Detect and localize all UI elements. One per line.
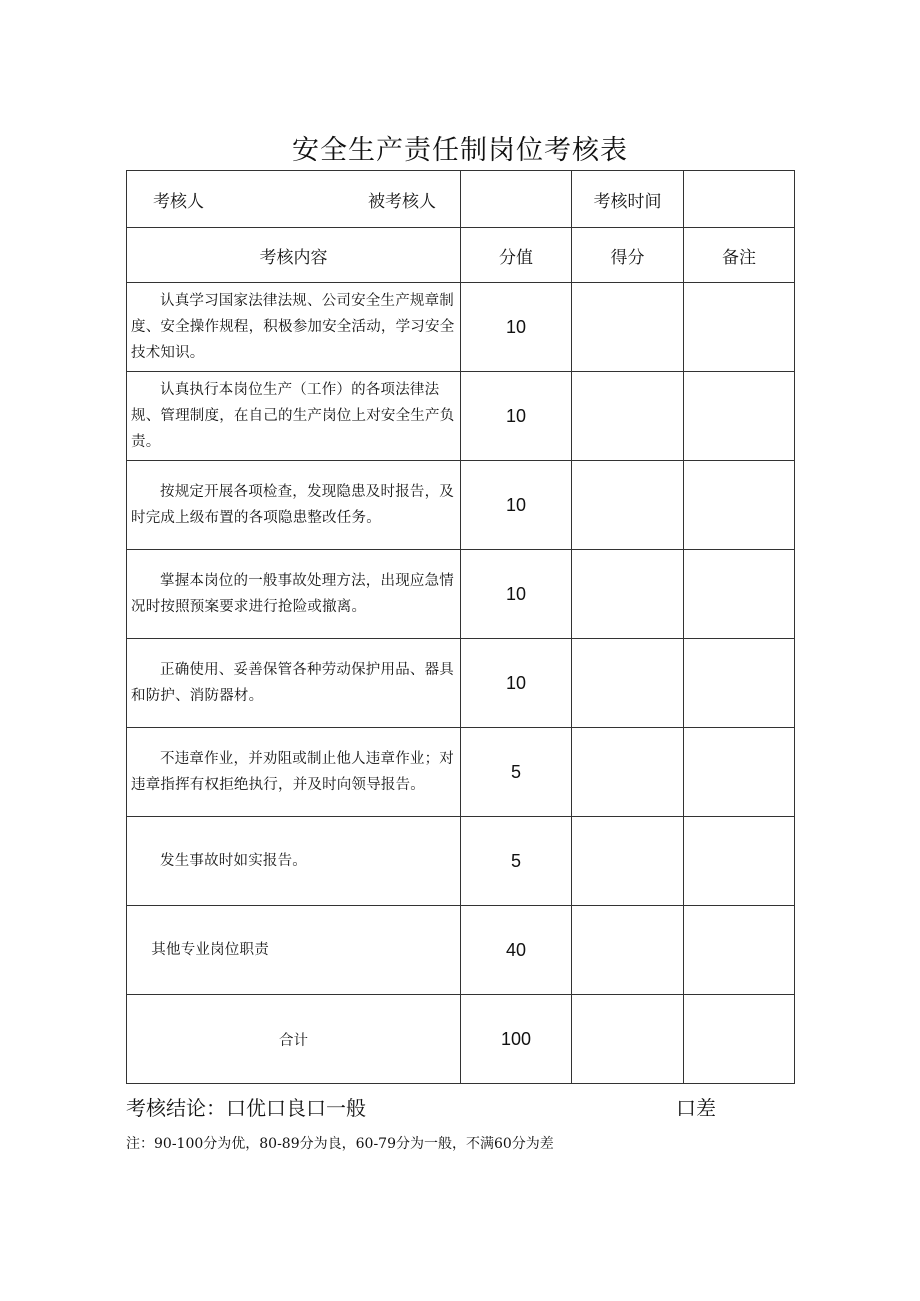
item-obtained-cell[interactable]: [572, 461, 684, 550]
table-row: [127, 817, 795, 906]
item-content: 正确使用、妥善保管各种劳动保护用品、器具和防护、消防器材。: [131, 662, 454, 704]
item-content: 不违章作业，并劝阻或制止他人违章作业；对违章指挥有权拒绝执行，并及时向领导报告。: [131, 751, 454, 793]
time-value-cell[interactable]: [684, 171, 795, 228]
item-obtained-cell[interactable]: [572, 550, 684, 639]
total-obtained-cell[interactable]: [572, 995, 684, 1084]
col-remark: 备注: [684, 228, 795, 283]
item-content-cell: [127, 461, 461, 550]
total-label: 合计: [127, 995, 461, 1084]
item-remark-cell[interactable]: [684, 639, 795, 728]
total-remark-cell[interactable]: [684, 995, 795, 1084]
assessor-cell: [127, 171, 461, 228]
item-obtained-cell[interactable]: [572, 283, 684, 372]
item-score: 10: [461, 461, 572, 550]
table-row: [127, 906, 795, 995]
item-score: 10: [461, 550, 572, 639]
item-content-cell: [127, 906, 461, 995]
assessee-label: 被考核人: [368, 191, 436, 212]
item-content-cell: [127, 728, 461, 817]
table-row: [127, 639, 795, 728]
table-row: [127, 550, 795, 639]
item-content: 其他专业岗位职责: [151, 942, 269, 958]
item-content-cell: [127, 639, 461, 728]
header-row: [127, 171, 795, 228]
item-content: 认真执行本岗位生产（工作）的各项法律法规、管理制度，在自己的生产岗位上对安全生产负责。: [131, 382, 455, 450]
item-remark-cell[interactable]: [684, 550, 795, 639]
item-remark-cell[interactable]: [684, 906, 795, 995]
conclusion: [126, 1092, 716, 1121]
item-content: 认真学习国家法律法规、公司安全生产规章制度、安全操作规程，积极参加安全活动，学习安全技术知识。: [131, 293, 455, 361]
item-obtained-cell[interactable]: [572, 728, 684, 817]
table-row: [127, 372, 795, 461]
col-obtained: 得分: [572, 228, 684, 283]
total-row: [127, 995, 795, 1084]
item-obtained-cell[interactable]: [572, 639, 684, 728]
item-remark-cell[interactable]: [684, 817, 795, 906]
column-header-row: [127, 228, 795, 283]
item-score: 10: [461, 283, 572, 372]
item-content-cell: [127, 283, 461, 372]
item-content-cell: [127, 550, 461, 639]
item-score: 5: [461, 728, 572, 817]
footnote: 注：90-100分为优，80-89分为良，60-79分为一般，不满60分为差: [126, 1136, 554, 1152]
col-content: 考核内容: [127, 228, 461, 283]
assessor-label: 考核人: [153, 191, 204, 212]
col-score: 分值: [461, 228, 572, 283]
item-content: 掌握本岗位的一般事故处理方法，出现应急情况时按照预案要求进行抢险或撤离。: [131, 573, 454, 615]
item-score: 10: [461, 639, 572, 728]
item-content-cell: [127, 372, 461, 461]
item-content-cell: [127, 817, 461, 906]
item-content: 按规定开展各项检查，发现隐患及时报告，及时完成上级布置的各项隐患整改任务。: [131, 484, 454, 526]
table-row: [127, 461, 795, 550]
item-obtained-cell[interactable]: [572, 817, 684, 906]
item-remark-cell[interactable]: [684, 283, 795, 372]
item-remark-cell[interactable]: [684, 728, 795, 817]
conclusion-label: 考核结论：: [126, 1096, 226, 1120]
item-obtained-cell[interactable]: [572, 372, 684, 461]
item-remark-cell[interactable]: [684, 461, 795, 550]
page-title: 安全生产责任制岗位考核表: [292, 135, 628, 166]
assessee-value-cell[interactable]: [461, 171, 572, 228]
table-row: [127, 283, 795, 372]
item-remark-cell[interactable]: [684, 372, 795, 461]
item-content: 发生事故时如实报告。: [160, 853, 307, 869]
item-score: 5: [461, 817, 572, 906]
item-score: 10: [461, 372, 572, 461]
total-score: 100: [461, 995, 572, 1084]
assessment-table: [126, 170, 795, 1084]
item-obtained-cell[interactable]: [572, 906, 684, 995]
table-row: [127, 728, 795, 817]
item-score: 40: [461, 906, 572, 995]
time-label: 考核时间: [572, 171, 684, 228]
conclusion-poor-option[interactable]: 口差: [676, 1096, 716, 1120]
conclusion-options[interactable]: 口优口良口一般: [226, 1096, 366, 1120]
